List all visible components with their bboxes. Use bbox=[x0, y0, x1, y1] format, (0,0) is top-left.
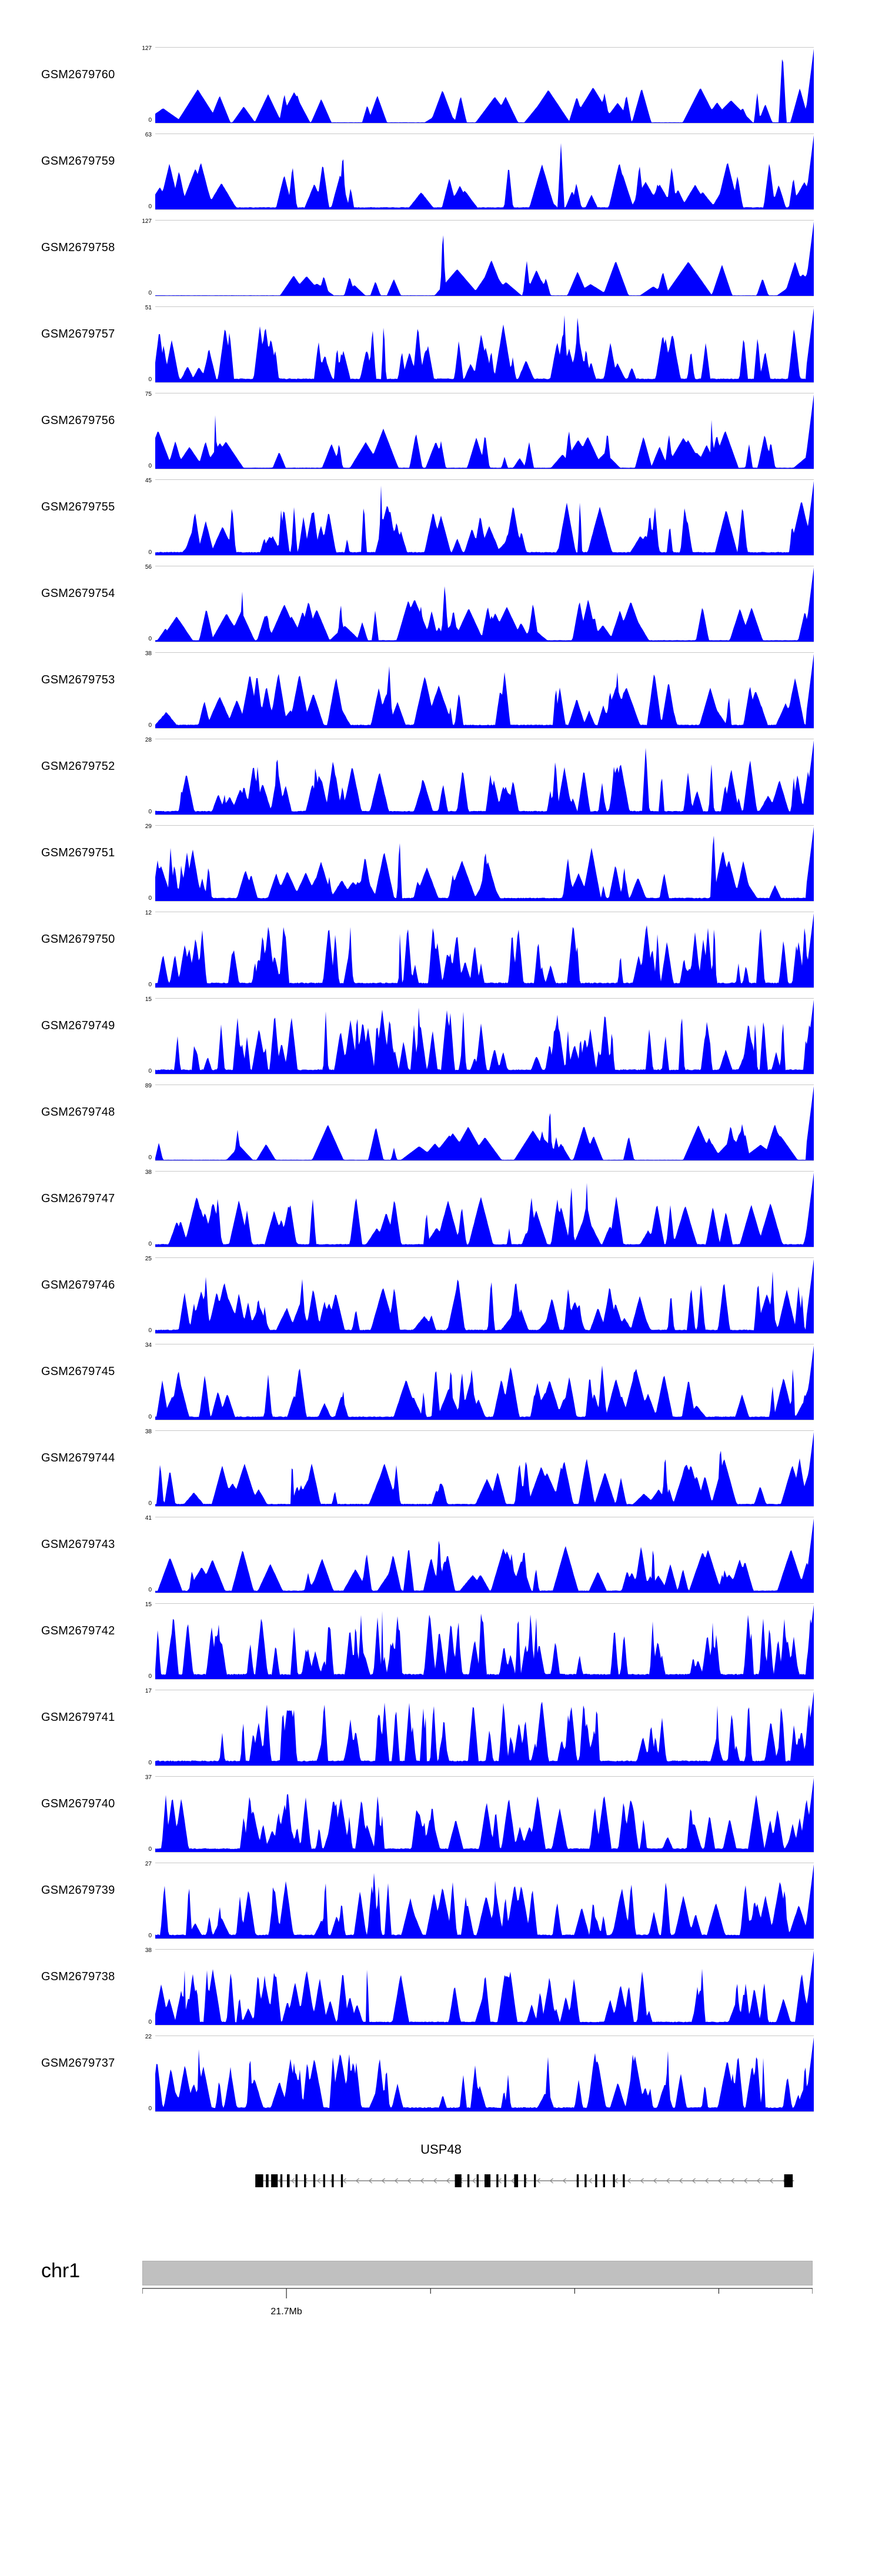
track-sample-label: GSM2679749 bbox=[41, 1019, 115, 1032]
coverage-track bbox=[0, 387, 882, 473]
track-y-axis bbox=[126, 1516, 153, 1593]
axis-min-label: 0 bbox=[148, 1500, 152, 1507]
axis-max-label: 38 bbox=[145, 650, 152, 657]
coverage-track bbox=[0, 1597, 882, 1684]
axis-min-label: 0 bbox=[148, 809, 152, 815]
chromosome-ideogram[interactable] bbox=[142, 2261, 813, 2285]
coverage-track bbox=[0, 41, 882, 128]
track-coverage-plot[interactable] bbox=[155, 1863, 814, 1939]
track-y-axis bbox=[126, 46, 153, 124]
track-coverage-plot[interactable] bbox=[155, 825, 814, 902]
axis-min-label: 0 bbox=[148, 1414, 152, 1420]
track-coverage-plot[interactable] bbox=[155, 1257, 814, 1334]
track-y-axis bbox=[126, 824, 153, 902]
track-sample-label: GSM2679738 bbox=[41, 1970, 115, 1983]
track-sample-label: GSM2679737 bbox=[41, 2057, 115, 2070]
track-coverage-plot[interactable] bbox=[155, 1690, 814, 1766]
track-coverage-plot[interactable] bbox=[155, 1171, 814, 1247]
coverage-track bbox=[0, 1684, 882, 1770]
coverage-track bbox=[0, 128, 882, 214]
track-coverage-plot[interactable] bbox=[155, 739, 814, 815]
track-coverage-plot[interactable] bbox=[155, 1603, 814, 1680]
track-y-axis bbox=[126, 910, 153, 988]
track-sample-label: GSM2679760 bbox=[41, 68, 115, 81]
coordinate-ruler bbox=[142, 2288, 813, 2317]
track-y-axis bbox=[126, 1343, 153, 1420]
axis-min-label: 0 bbox=[148, 2105, 152, 2112]
track-coverage-plot[interactable] bbox=[155, 134, 814, 210]
track-sample-label: GSM2679747 bbox=[41, 1192, 115, 1205]
track-coverage-plot[interactable] bbox=[155, 1949, 814, 2026]
axis-max-label: 25 bbox=[145, 1256, 152, 1262]
track-sample-label: GSM2679758 bbox=[41, 241, 115, 254]
axis-min-label: 0 bbox=[148, 1933, 152, 1939]
axis-max-label: 56 bbox=[145, 564, 152, 570]
chromosome-label: chr1 bbox=[41, 2260, 81, 2282]
track-sample-label: GSM2679752 bbox=[41, 760, 115, 773]
track-coverage-plot[interactable] bbox=[155, 1776, 814, 1853]
coverage-track bbox=[0, 733, 882, 819]
track-y-axis bbox=[126, 1256, 153, 1334]
axis-min-label: 0 bbox=[148, 636, 152, 642]
track-coverage-plot[interactable] bbox=[155, 47, 814, 124]
track-coverage-plot[interactable] bbox=[155, 1344, 814, 1420]
track-y-axis bbox=[126, 2034, 153, 2112]
axis-min-label: 0 bbox=[148, 376, 152, 383]
track-y-axis bbox=[126, 651, 153, 729]
axis-max-label: 15 bbox=[145, 1601, 152, 1608]
track-sample-label: GSM2679754 bbox=[41, 587, 115, 600]
track-coverage-plot[interactable] bbox=[155, 1085, 814, 1161]
track-coverage-plot[interactable] bbox=[155, 912, 814, 988]
track-coverage-plot[interactable] bbox=[155, 652, 814, 729]
track-coverage-plot[interactable] bbox=[155, 306, 814, 383]
axis-max-label: 12 bbox=[145, 910, 152, 916]
track-coverage-plot[interactable] bbox=[155, 393, 814, 469]
track-sample-label: GSM2679750 bbox=[41, 933, 115, 946]
coverage-track bbox=[0, 1338, 882, 1424]
track-y-axis bbox=[126, 565, 153, 642]
track-y-axis bbox=[126, 1429, 153, 1507]
coverage-track bbox=[0, 1424, 882, 1511]
axis-min-label: 0 bbox=[148, 117, 152, 124]
axis-max-label: 28 bbox=[145, 737, 152, 743]
track-y-axis bbox=[126, 738, 153, 815]
axis-max-label: 17 bbox=[145, 1688, 152, 1694]
track-coverage-plot[interactable] bbox=[155, 1517, 814, 1593]
axis-max-label: 127 bbox=[142, 218, 152, 225]
axis-min-label: 0 bbox=[148, 1154, 152, 1161]
track-y-axis bbox=[126, 478, 153, 556]
axis-max-label: 45 bbox=[145, 478, 152, 484]
axis-min-label: 0 bbox=[148, 1327, 152, 1334]
coverage-track bbox=[0, 1857, 882, 1943]
track-y-axis bbox=[126, 132, 153, 210]
gene-model-track[interactable] bbox=[155, 2163, 814, 2202]
coverage-track bbox=[0, 214, 882, 301]
axis-min-label: 0 bbox=[148, 1241, 152, 1247]
axis-max-label: 22 bbox=[145, 2034, 152, 2040]
coverage-track bbox=[0, 1770, 882, 1857]
coverage-track bbox=[0, 992, 882, 1079]
track-sample-label: GSM2679755 bbox=[41, 500, 115, 513]
axis-max-label: 15 bbox=[145, 996, 152, 1003]
track-y-axis bbox=[126, 1775, 153, 1853]
axis-min-label: 0 bbox=[148, 1760, 152, 1766]
track-sample-label: GSM2679756 bbox=[41, 414, 115, 427]
axis-max-label: 38 bbox=[145, 1429, 152, 1435]
coverage-track bbox=[0, 2030, 882, 2116]
coverage-track bbox=[0, 1252, 882, 1338]
ruler-tick-label: 21.7Mb bbox=[270, 2307, 302, 2317]
axis-max-label: 38 bbox=[145, 1947, 152, 1954]
coverage-track bbox=[0, 301, 882, 387]
axis-min-label: 0 bbox=[148, 1068, 152, 1075]
track-sample-label: GSM2679759 bbox=[41, 155, 115, 168]
track-y-axis bbox=[126, 1083, 153, 1161]
track-y-axis bbox=[126, 219, 153, 296]
track-y-axis bbox=[126, 997, 153, 1075]
track-sample-label: GSM2679742 bbox=[41, 1624, 115, 1637]
axis-max-label: 34 bbox=[145, 1342, 152, 1349]
track-sample-label: GSM2679739 bbox=[41, 1884, 115, 1897]
track-sample-label: GSM2679748 bbox=[41, 1106, 115, 1119]
axis-max-label: 41 bbox=[145, 1515, 152, 1521]
coverage-track bbox=[0, 819, 882, 906]
track-sample-label: GSM2679751 bbox=[41, 846, 115, 859]
axis-max-label: 75 bbox=[145, 391, 152, 398]
axis-min-label: 0 bbox=[148, 1846, 152, 1853]
axis-min-label: 0 bbox=[148, 290, 152, 296]
coverage-track bbox=[0, 1943, 882, 2030]
track-y-axis bbox=[126, 1170, 153, 1247]
track-y-axis bbox=[126, 1861, 153, 1939]
track-y-axis bbox=[126, 1689, 153, 1766]
track-coverage-plot[interactable] bbox=[155, 479, 814, 556]
axis-min-label: 0 bbox=[148, 722, 152, 729]
coverage-track bbox=[0, 1165, 882, 1252]
track-sample-label: GSM2679744 bbox=[41, 1451, 115, 1464]
coverage-track bbox=[0, 646, 882, 733]
track-sample-label: GSM2679746 bbox=[41, 1279, 115, 1292]
axis-max-label: 29 bbox=[145, 823, 152, 830]
axis-max-label: 38 bbox=[145, 1169, 152, 1176]
track-coverage-plot[interactable] bbox=[155, 220, 814, 296]
chromosome-panel bbox=[0, 2247, 882, 2317]
axis-max-label: 63 bbox=[145, 132, 152, 138]
coverage-track-list bbox=[0, 41, 882, 2116]
axis-min-label: 0 bbox=[148, 2019, 152, 2026]
track-sample-label: GSM2679753 bbox=[41, 673, 115, 686]
track-sample-label: GSM2679741 bbox=[41, 1711, 115, 1724]
gene-label: USP48 bbox=[420, 2142, 462, 2157]
axis-max-label: 27 bbox=[145, 1861, 152, 1867]
axis-min-label: 0 bbox=[148, 463, 152, 469]
track-y-axis bbox=[126, 1602, 153, 1680]
track-sample-label: GSM2679745 bbox=[41, 1365, 115, 1378]
axis-min-label: 0 bbox=[148, 982, 152, 988]
coverage-track bbox=[0, 906, 882, 992]
axis-max-label: 89 bbox=[145, 1083, 152, 1089]
axis-min-label: 0 bbox=[148, 203, 152, 210]
coverage-track bbox=[0, 560, 882, 646]
coverage-track bbox=[0, 1511, 882, 1597]
track-sample-label: GSM2679757 bbox=[41, 328, 115, 341]
axis-min-label: 0 bbox=[148, 895, 152, 902]
track-coverage-plot[interactable] bbox=[155, 566, 814, 642]
axis-max-label: 37 bbox=[145, 1774, 152, 1781]
axis-min-label: 0 bbox=[148, 1587, 152, 1593]
track-coverage-plot[interactable] bbox=[155, 1430, 814, 1507]
track-coverage-plot[interactable] bbox=[155, 2036, 814, 2112]
coverage-track bbox=[0, 1079, 882, 1165]
axis-max-label: 51 bbox=[145, 305, 152, 311]
track-coverage-plot[interactable] bbox=[155, 998, 814, 1075]
track-y-axis bbox=[126, 1948, 153, 2026]
track-y-axis bbox=[126, 392, 153, 469]
axis-min-label: 0 bbox=[148, 549, 152, 556]
track-sample-label: GSM2679743 bbox=[41, 1538, 115, 1551]
axis-min-label: 0 bbox=[148, 1673, 152, 1680]
axis-max-label: 127 bbox=[142, 45, 152, 52]
coverage-track bbox=[0, 473, 882, 560]
gene-annotation-panel bbox=[0, 2141, 882, 2229]
track-y-axis bbox=[126, 305, 153, 383]
track-sample-label: GSM2679740 bbox=[41, 1797, 115, 1810]
